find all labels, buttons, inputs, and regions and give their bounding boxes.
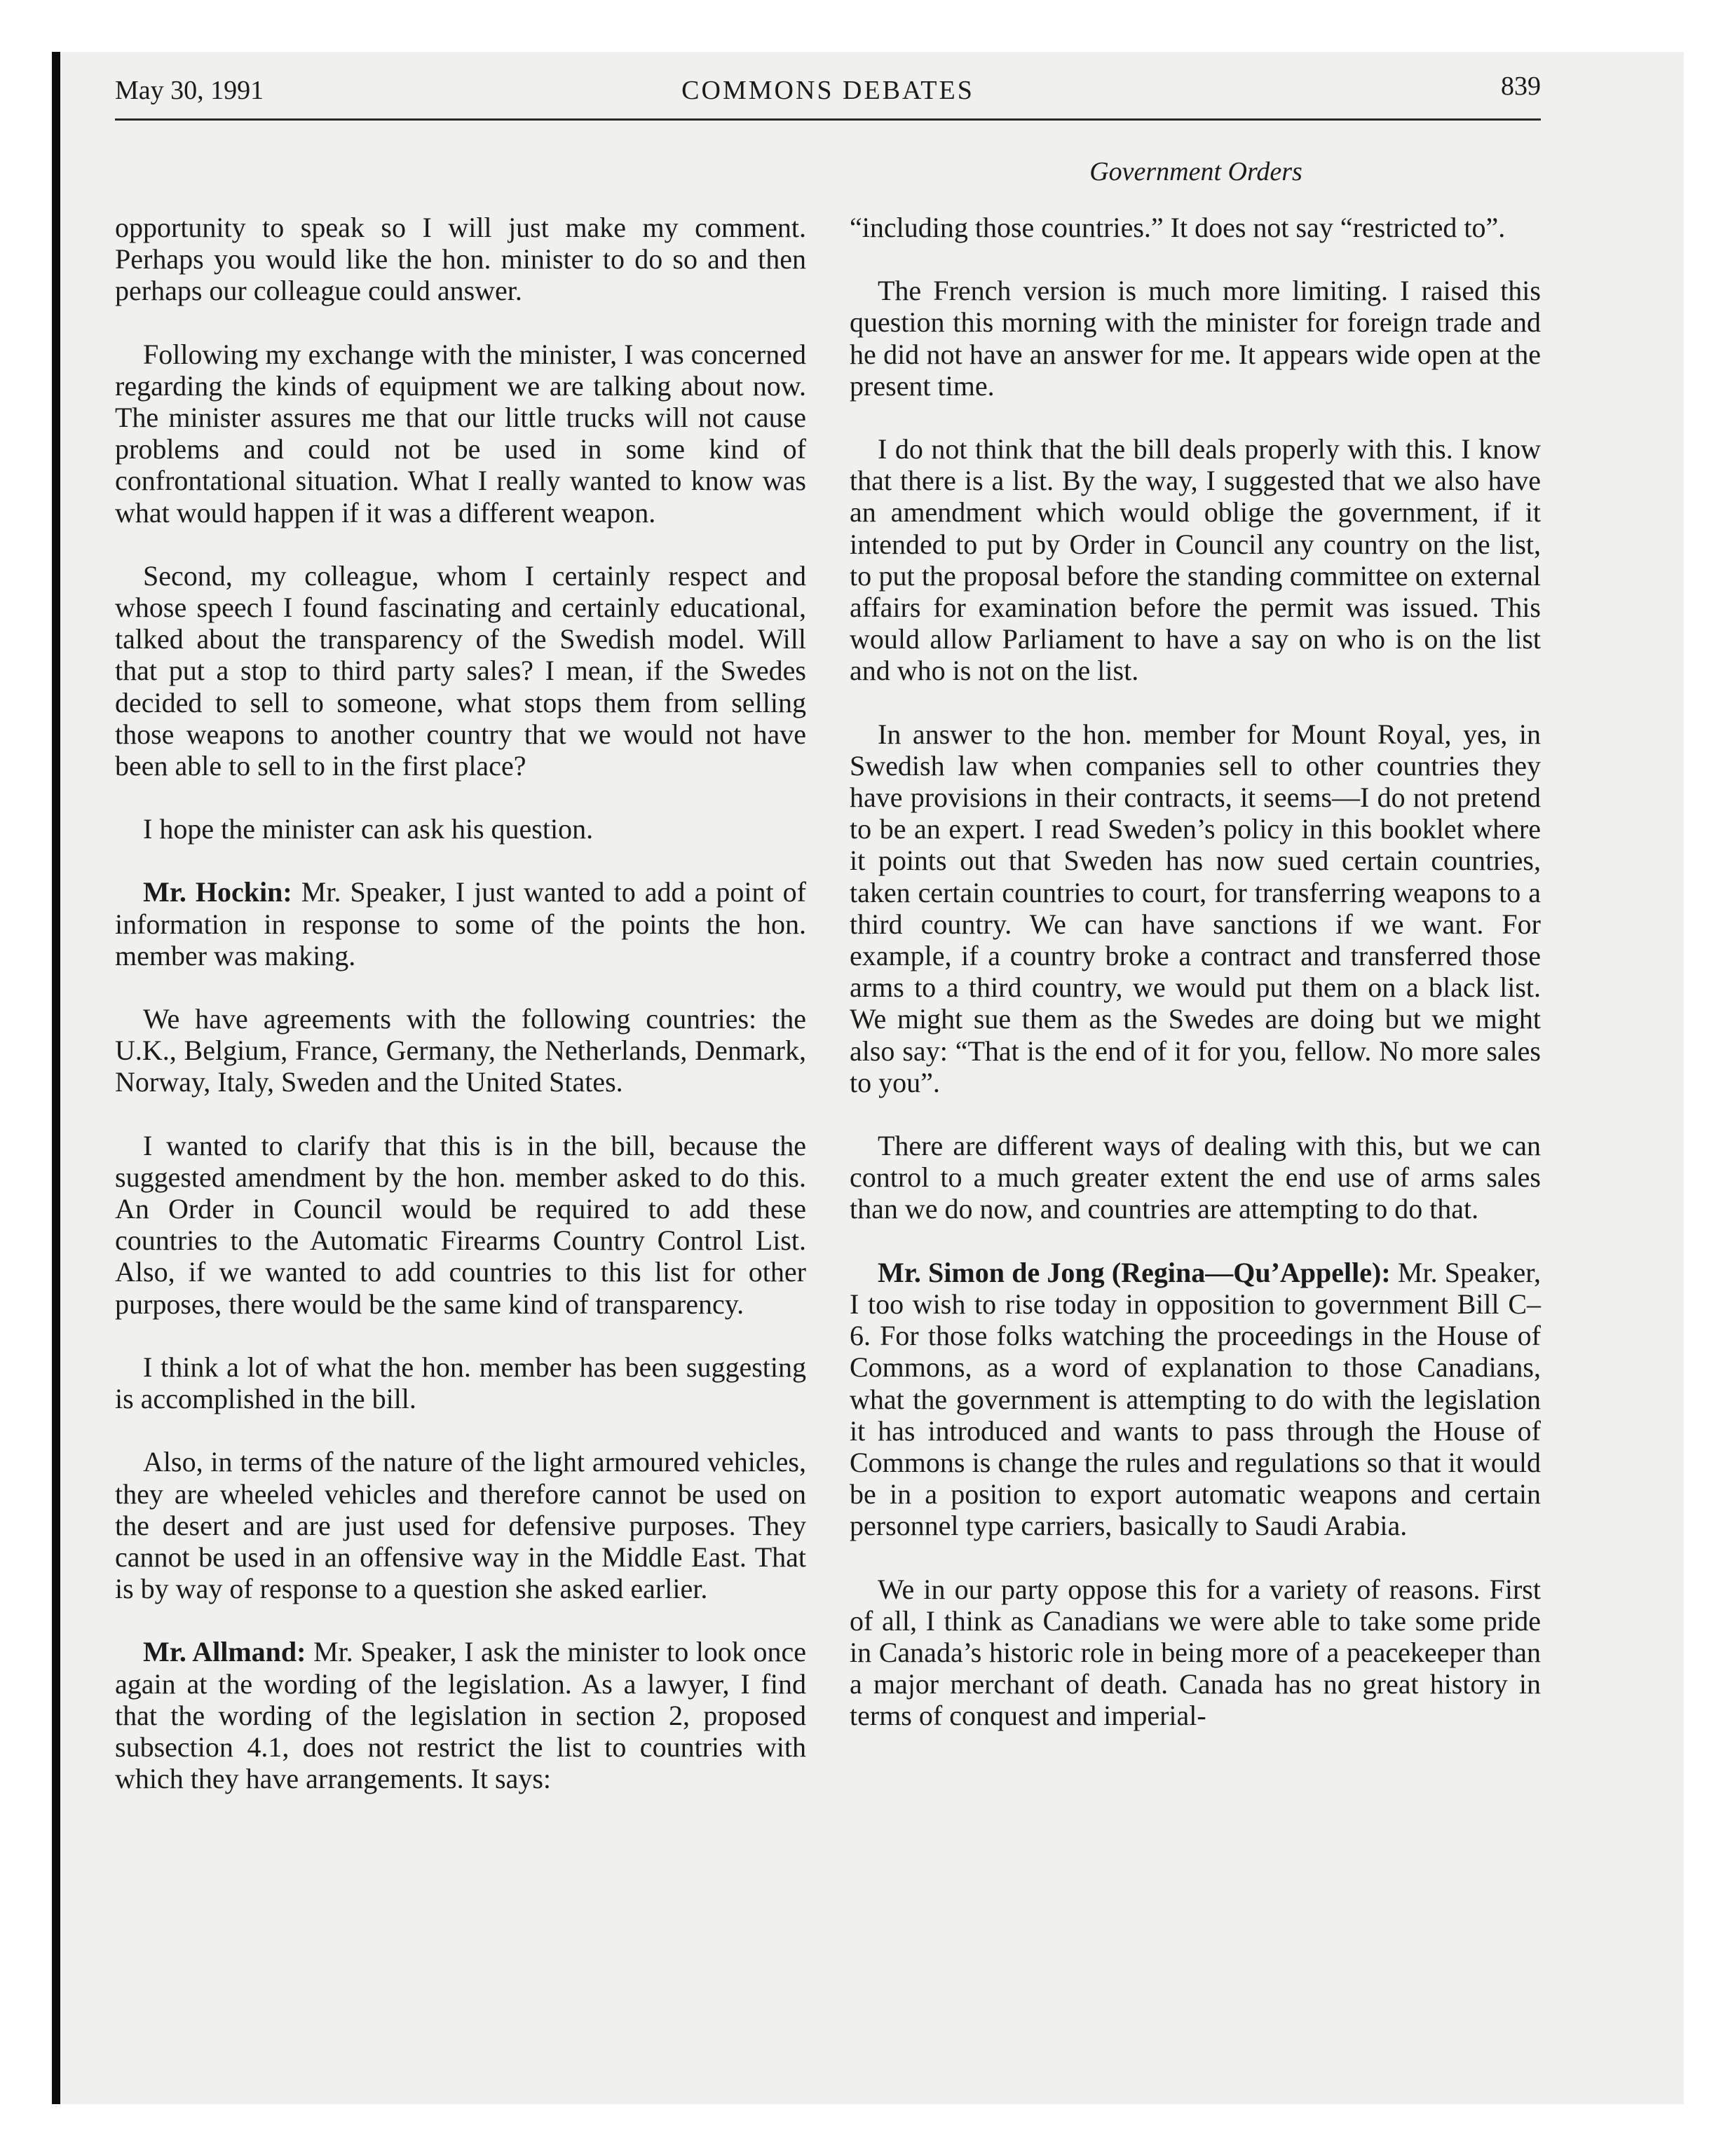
paragraph: The French version is much more limiting. I raised this question this morning with the minister for foreign trade and he did not have an answer for me. It appears wide open at the present time. xyxy=(850,275,1541,402)
left-column xyxy=(115,212,806,1826)
speech-paragraph xyxy=(115,1636,806,1794)
paragraph: Also, in terms of the nature of the light armoured vehicles, they are wheeled vehicles and therefore cannot be used on the desert and are just used for defensive purposes. They cannot be used in an offensive way in the Middle East. That is by way of response to a question she asked earlier. xyxy=(115,1446,806,1605)
paragraph: We have agreements with the following countries: the U.K., Belgium, France, Germany, the Netherlands, Denmark, Norway, Italy, Sweden and the United States. xyxy=(115,1003,806,1098)
speech-paragraph xyxy=(850,1257,1541,1542)
speech-text: Mr. Speaker, I just wanted to add a point of information in response to some of the points the hon. member was making. xyxy=(115,876,806,971)
section-label: Government Orders xyxy=(1089,157,1302,186)
header-date: May 30, 1991 xyxy=(115,76,264,105)
speech-paragraph xyxy=(115,876,806,971)
paragraph: I do not think that the bill deals properly with this. I know that there is a list. By the way, I suggested that we also have an amendment which would oblige the government, if it intended to put by Order in Council any country on the list, to put the proposal before the standing committee on external affairs for examination before the permit was issued. This would allow Parliament to have a say on who is on the list and who is not on the list. xyxy=(850,433,1541,687)
page-header xyxy=(115,71,1541,107)
right-column xyxy=(850,212,1541,1763)
speaker-name: Mr. Hockin: xyxy=(143,876,292,908)
paragraph: “including those countries.” It does not say “restricted to”. xyxy=(850,212,1506,243)
paragraph: I hope the minister can ask his question. xyxy=(143,813,594,845)
paragraph: Second, my colleague, whom I certainly respect and whose speech I found fascinating and certainly educational, talked about the transparency of the Swedish model. Will that put a stop to third party sales? I mean, if the Swedes decided to sell to someone, what stops them from selling those weapons to another country that we would not have been able to sell to in the first place? xyxy=(115,559,806,782)
paragraph: We in our party oppose this for a variety of reasons. First of all, I think as Canadians we were able to take some pride in Canada’s historic role in being more of a peacekeeper than a major merchant of death. Canada has no great history in terms of conquest and imperial- xyxy=(850,1573,1541,1732)
paragraph: Following my exchange with the minister, I was concerned regarding the kinds of equipment we are talking about now. The minister assures me that our little trucks will not cause problems and could not be used in some kind of confrontational situation. What I really wanted to know was what would happen if it was a different weapon. xyxy=(115,338,806,528)
paragraph: I wanted to clarify that this is in the bill, because the suggested amendment by the hon. member asked to do this. An Order in Council would be required to add these countries to the Automatic Firearms Country Control List. Also, if we wanted to add countries to this list for other purposes, there would be the same kind of transparency. xyxy=(115,1129,806,1320)
paragraph: In answer to the hon. member for Mount Royal, yes, in Swedish law when companies sell to other countries they have provisions in their contracts, it seems—I do not pretend to be an expert. I read Sweden’s policy in this booklet where it points out that Sweden has now sued certain countries, taken certain countries to court, for transferring weapons to a third country. We can have sanctions if we want. For example, if a country broke a contract and transferred those arms to a third country, we would put them on a black list. We might sue them as the Swedes are doing but we might also say: “That is the end of it for you, fellow. No more sales to you”. xyxy=(850,718,1541,1098)
header-title: COMMONS DEBATES xyxy=(681,76,974,105)
page-number: 839 xyxy=(1501,71,1541,101)
paragraph: I think a lot of what the hon. member has been suggesting is accomplished in the bill. xyxy=(115,1351,806,1415)
paragraph: There are different ways of dealing with this, but we can control to a much greater extent the end use of arms sales than we do now, and countries are attempting to do that. xyxy=(850,1130,1541,1225)
binding-edge xyxy=(52,52,60,2104)
speech-text: Mr. Speaker, I too wish to rise today in opposition to government Bill C–6. For those folks watching the proceedings in the House of Commons, as a word of explanation to those Canadians, what the government is attempting to do with the legislation it has introduced and wants to pass through the House of Commons is change the rules and regulations so that it would be in a position to export automatic weapons and certain personnel type carriers, basically to Saudi Arabia. xyxy=(850,1256,1542,1542)
speaker-name: Mr. Allmand: xyxy=(143,1636,306,1668)
paragraph: opportunity to speak so I will just make my comment. Perhaps you would like the hon. minister to do so and then perhaps our colleague could answer. xyxy=(115,212,806,307)
header-rule xyxy=(115,118,1541,121)
speaker-name: Mr. Simon de Jong (Regina—Qu’Appelle): xyxy=(878,1256,1391,1288)
speech-text: Mr. Speaker, I ask the minister to look once again at the wording of the legislation. As a lawyer, I find that the wording of the legislation in section 2, proposed subsection 4.1, does not restrict the list to countries with which they have arrangements. It says: xyxy=(115,1636,807,1795)
